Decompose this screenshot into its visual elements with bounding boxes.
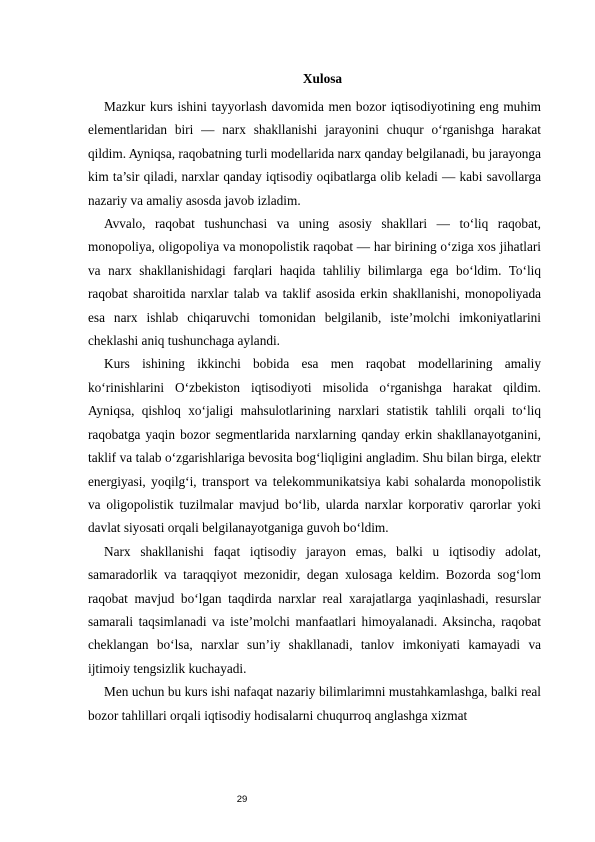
paragraph-2: Avvalo, raqobat tushunchasi va uning asosiy shakllari — to‘liq raqobat, monopoliya, oligopoliya va monopolistik raqobat — har birining o‘ziga xos jihatlari va narx shakllanishidagi farqlari haqida tahliliy bilimlarga ega bo‘ldim. To‘liq raqobat sharoitida narxlar talab va taklif asosida erkin shakllanishi, monopoliyada esa narx ishlab chiqaruvchi tomonidan belgilanib, iste’molchi imkoniyatlarini cheklashi aniq tushunchaga aylandi.	[88, 216, 541, 349]
page-number: 29	[236, 794, 248, 805]
paragraph-3: Kurs ishining ikkinchi bobida esa men raqobat modellarining amaliy ko‘rinishlarini O‘zbekiston iqtisodiyoti misolida o‘rganishga harakat qildim. Ayniqsa, qishloq xo‘jaligi mahsulotlarining narxlari statistik tahlili orqali to‘liq raqobatga yaqin bozor segmentlarida narxlarning qanday erkin shakllanayotganini, taklif va talab o‘zgarishlariga bevosita bog‘liqligini angladim. Shu bilan birga, elektr energiyasi, yoqilg‘i, transport va telekommunikatsiya kabi sohalarda monopolistik va oligopolistik tuzilmalar mavjud bo‘lib, ularda narxlar korporativ qarorlar yoki davlat siyosati orqali belgilanayotganiga guvoh bo‘ldim.	[88, 356, 541, 536]
section-heading: Xulosa	[302, 71, 343, 86]
body-text	[88, 95, 541, 727]
paragraph-5: Men uchun bu kurs ishi nafaqat nazariy bilimlarimni mustahkamlashga, balki real bozor tahlillari orqali iqtisodiy hodisalarni chuqurroq anglashga xizmat	[88, 684, 541, 723]
paragraph-4: Narx shakllanishi faqat iqtisodiy jarayon emas, balki u iqtisodiy adolat, samaradorlik va taraqqiyot mezonidir, degan xulosaga keldim. Bozorda sog‘lom raqobat mavjud bo‘lgan taqdirda narxlar real xarajatlarga yaqinlashadi, resurslar samarali taqsimlanadi va iste’molchi manfaatlari himoyalanadi. Aksincha, raqobat cheklangan bo‘lsa, narxlar sun’iy shakllanadi, tanlov imkoniyati kamayadi va ijtimoiy tengsizlik kuchayadi.	[88, 543, 541, 676]
paragraph-1: Mazkur kurs ishini tayyorlash davomida men bozor iqtisodiyotining eng muhim elementlaridan biri — narx shakllanishi jarayonini chuqur o‘rganishga harakat qildim. Ayniqsa, raqobatning turli modellarida narx qanday belgilanadi, bu jarayonga kim ta’sir qiladi, narxlar qanday iqtisodiy oqibatlarga olib keladi — kabi savollarga nazariy va amaliy asosda javob izladim.	[88, 99, 541, 208]
